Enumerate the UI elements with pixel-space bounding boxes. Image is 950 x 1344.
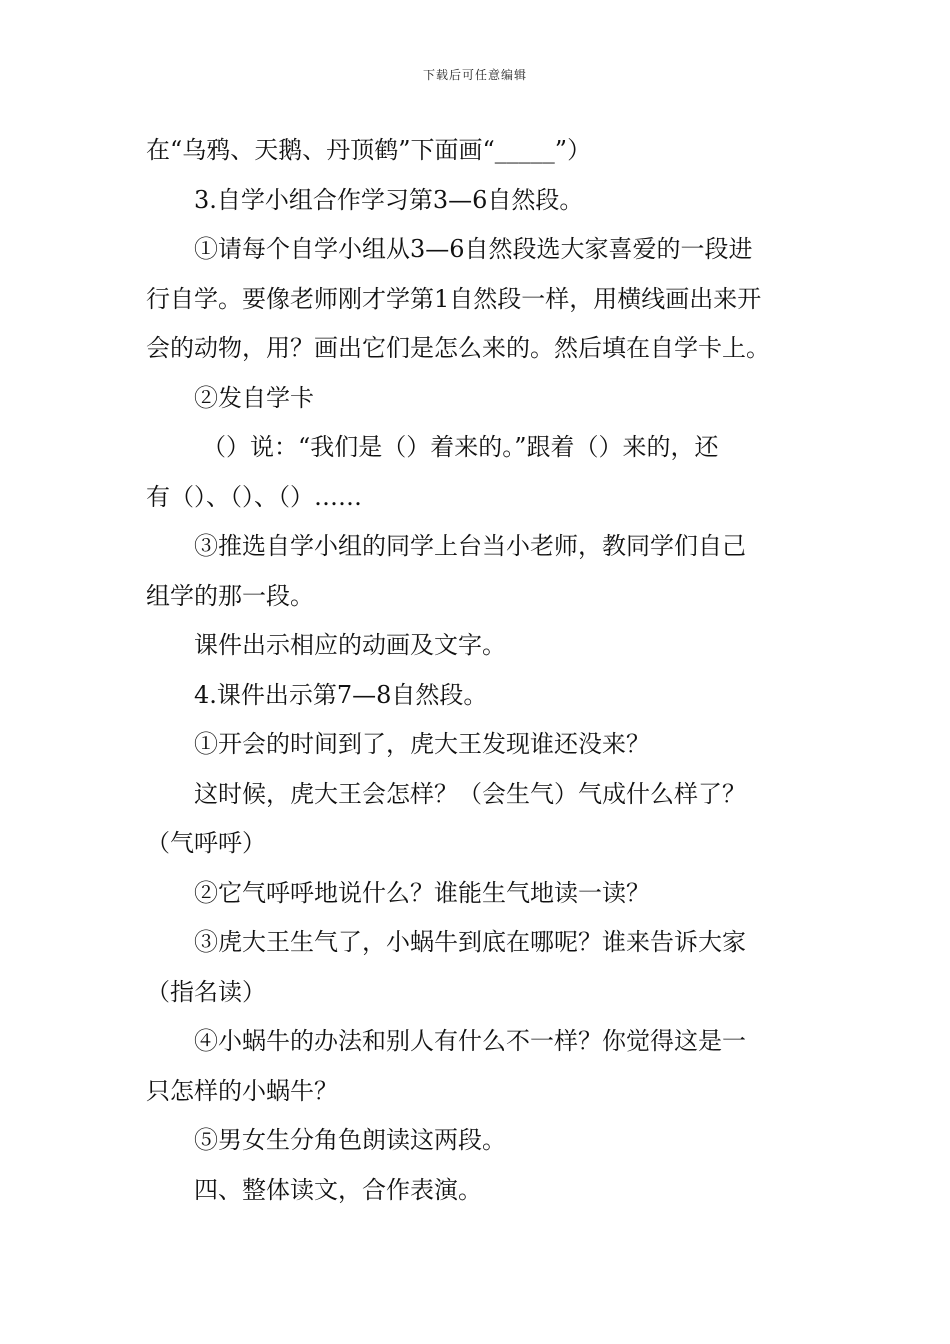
text-line: （）说：“我们是（）着来的。”跟着（）来的，还	[202, 433, 719, 461]
text-line: 四、整体读文，合作表演。	[194, 1175, 482, 1204]
text-line: ①请每个自学小组从3—6自然段选大家喜爱的一段进	[194, 235, 753, 263]
page-header: 下载后可任意编辑	[422, 68, 527, 82]
text-line: 行自学。要像老师刚才学第1自然段一样，用横线画出来开	[146, 284, 762, 313]
text-line: ①开会的时间到了，虎大王发现谁还没来？	[194, 730, 650, 758]
text-line: （气呼呼）	[146, 829, 266, 857]
text-line: ④小蜗牛的办法和别人有什么不一样？你觉得这是一	[194, 1027, 746, 1055]
text-line: ②它气呼呼地说什么？谁能生气地读一读？	[194, 878, 650, 907]
text-line: 只怎样的小蜗牛？	[146, 1076, 338, 1105]
text-line: ③虎大王生气了，小蜗牛到底在哪呢？谁来告诉大家	[194, 928, 746, 956]
text-line: 在“乌鸦、天鹅、丹顶鹤”下面画“_____”）	[146, 136, 592, 164]
text-line: ⑤男女生分角色朗读这两段。	[194, 1126, 506, 1154]
text-line: ②发自学卡	[194, 383, 314, 412]
text-line: 4.课件出示第7—8自然段。	[194, 680, 488, 709]
document-body	[146, 126, 806, 1215]
text-line: 3.自学小组合作学习第3—6自然段。	[194, 185, 584, 214]
text-line: 这时候，虎大王会怎样？（会生气）气成什么样了？	[194, 779, 746, 808]
text-line: 会的动物，用？画出它们是怎么来的。然后填在自学卡上。	[146, 334, 770, 362]
text-line: ③推选自学小组的同学上台当小老师，教同学们自己	[194, 532, 746, 560]
text-line: （指名读）	[146, 977, 266, 1006]
text-line: 有（）、（）、（）……	[146, 482, 362, 511]
text-line: 课件出示相应的动画及文字。	[194, 631, 506, 659]
text-line: 组学的那一段。	[146, 581, 314, 610]
